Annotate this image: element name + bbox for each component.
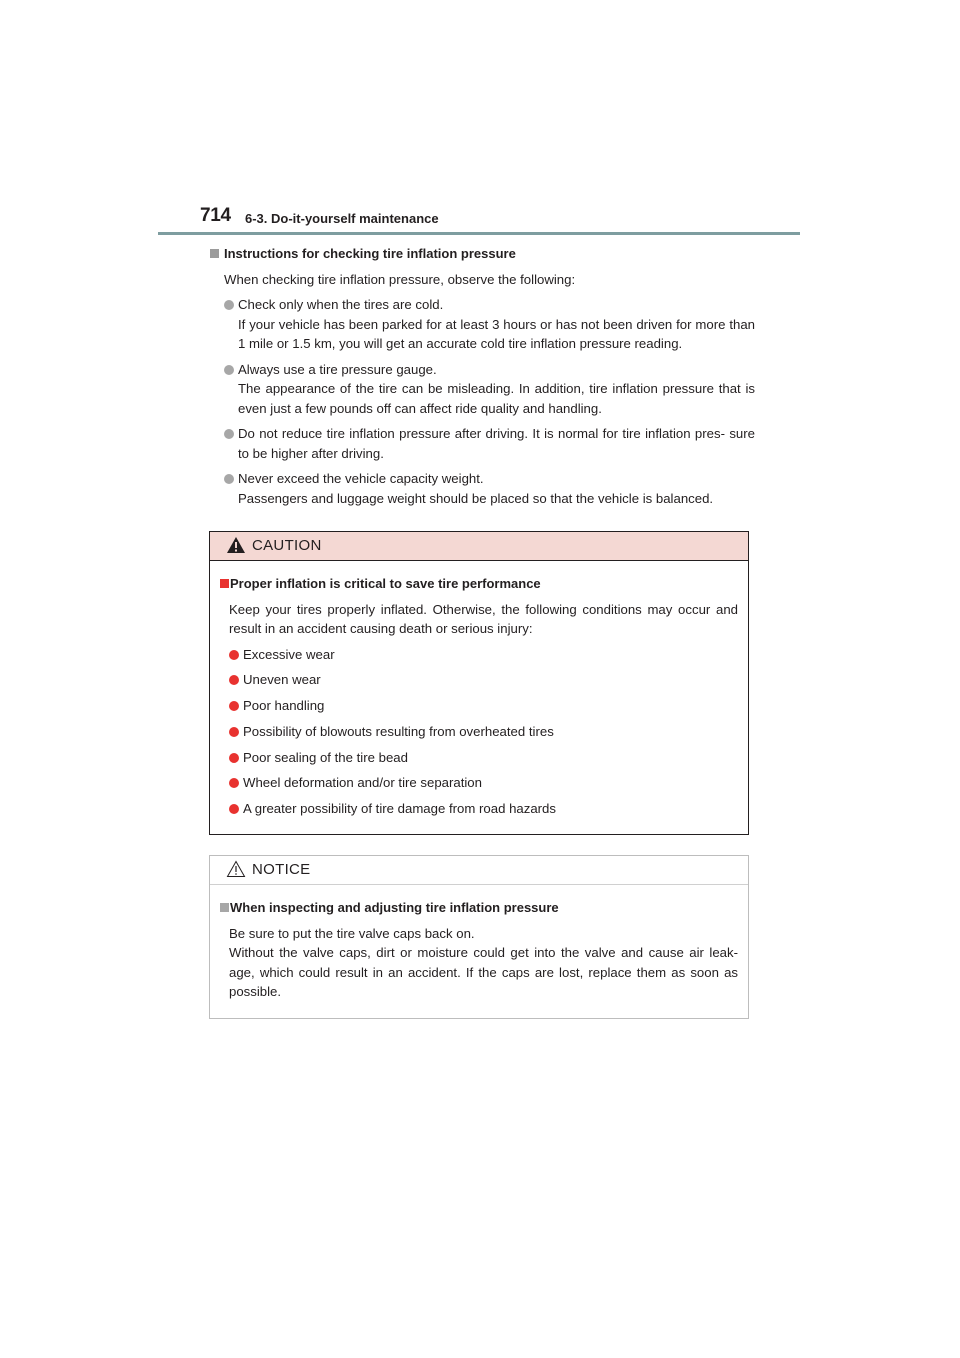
notice-label: NOTICE [252,861,311,878]
bullet-icon [224,365,234,375]
instructions-list [210,295,755,508]
caution-body [210,561,748,819]
list-item: Never exceed the vehicle capacity weight. Passengers and luggage weight should be placed so that the vehicle is balanced. [224,469,755,508]
instructions-section [210,244,755,514]
caution-list [220,645,738,819]
bullet-icon [229,675,239,685]
caution-intro: Keep your tires properly inflated. Otherwise, the following conditions may occur and result in an accident causing death or serious injury: [229,601,738,636]
notice-line1: Be sure to put the tire valve caps back on. [229,925,475,941]
list-item: Check only when the tires are cold. If your vehicle has been parked for at least 3 hours or has not been driven for more than 1 mile or 1.5 km, you will get an accurate cold tire inflation pressure reading. [224,295,755,354]
list-item: Possibility of blowouts resulting from overheated tires [229,722,738,742]
square-bullet-icon [210,249,219,258]
caution-header [210,532,748,561]
notice-line2: Without the valve caps, dirt or moisture could get into the valve and cause air leak- age, which could result in an accident. If the caps are lost, replace them as soon as possible. [229,945,738,999]
list-item: Poor handling [229,696,738,716]
bullet-icon [229,701,239,711]
list-item: Uneven wear [229,670,738,690]
notice-header [210,856,748,885]
bullet-icon [229,804,239,814]
list-item: Always use a tire pressure gauge. The appearance of the tire can be misleading. In addition, tire inflation pressure that is even just a few pounds off can affect ride quality and handling. [224,360,755,419]
instructions-intro: When checking tire inflation pressure, observe the following: [224,271,576,287]
list-item: A greater possibility of tire damage from road hazards [229,799,738,819]
warning-triangle-icon [226,536,246,554]
bullet-icon [224,474,234,484]
section-title: 6-3. Do-it-yourself maintenance [245,211,439,226]
header-rule [158,232,800,235]
bullet-icon [224,300,234,310]
notice-box [209,855,749,1019]
warning-triangle-outline-icon [226,860,246,878]
bullet-icon [229,727,239,737]
bullet-icon [229,650,239,660]
bullet-icon [229,753,239,763]
list-item: Wheel deformation and/or tire separation [229,773,738,793]
list-item: Excessive wear [229,645,738,665]
instructions-heading: Instructions for checking tire inflation pressure [210,244,755,264]
page-number: 714 [200,205,231,226]
caution-label: CAUTION [252,537,322,554]
notice-heading: When inspecting and adjusting tire inflation pressure [220,898,738,918]
square-bullet-icon [220,579,229,588]
caution-box [209,531,749,835]
square-bullet-icon [220,903,229,912]
bullet-icon [224,429,234,439]
list-item: Poor sealing of the tire bead [229,748,738,768]
caution-heading: Proper inflation is critical to save tire performance [220,574,738,594]
notice-body [210,885,748,1002]
bullet-icon [229,778,239,788]
list-item: Do not reduce tire inflation pressure after driving. It is normal for tire inflation pres- sure to be higher after driving. [224,424,755,463]
